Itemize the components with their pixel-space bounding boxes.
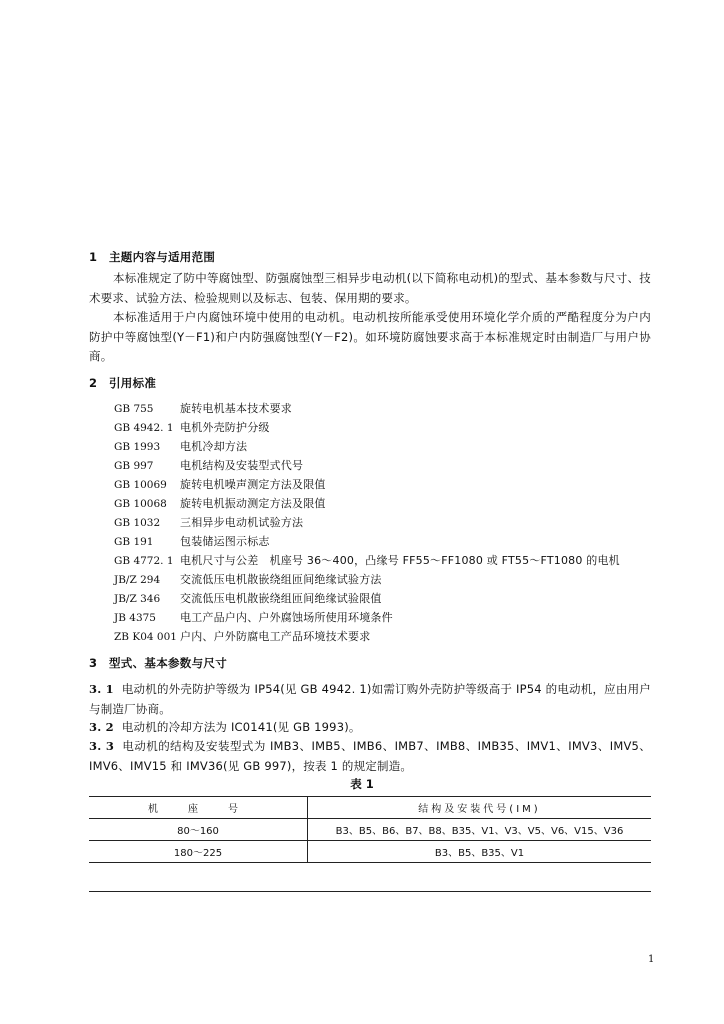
section-number: 3 [89,656,98,670]
reference-code: GB 4772. 1 [114,555,174,567]
table-row [89,819,651,841]
section-heading-2 [89,375,156,391]
reference-item [114,494,620,513]
clause-number: 3. 3 [89,739,115,753]
reference-item [114,570,620,589]
table-cell-frame: 80～160 [89,819,308,841]
reference-item [114,608,620,627]
table-bottom-rule [89,863,651,892]
table-cell-frame: 180～225 [89,841,308,863]
reference-item [114,399,620,418]
table-header-im-code: 结构及安装代号(IM) [308,797,652,819]
clause-text: 电动机的外壳防护等级为 IP54(见 GB 4942. 1)如需订购外壳防护等级高于 IP54 的电动机，应由用户与制造厂协商。 [89,682,652,716]
reference-title: 旋转电机噪声测定方法及限值 [180,478,326,491]
section-title: 主题内容与适用范围 [109,250,216,264]
reference-title: 电机外壳防护分级 [180,421,270,434]
reference-item [114,589,620,608]
reference-code: ZB K04 001 [114,631,177,643]
paragraph-applicability: 本标准适用于户内腐蚀环境中使用的电动机。电动机按所能承受使用环境化学介质的严酷程度分为户内防护中等腐蚀型(Y－F1)和户内防强腐蚀型(Y－F2)。如环境防腐蚀要求高于本标准规定时由制造厂与用户协商。 [89,310,651,363]
reference-item [114,418,620,437]
clause-number: 3. 2 [89,720,114,734]
clause-number: 3. 1 [89,682,114,696]
reference-code: JB/Z 294 [114,574,161,586]
table-row [89,841,651,863]
table-caption: 表 1 [350,777,374,791]
reference-title: 电机尺寸与公差 机座号 36～400，凸缘号 FF55～FF1080 或 FT55～FT1080 的电机 [180,554,620,567]
reference-title: 电工产品户内、户外腐蚀场所使用环境条件 [180,611,393,624]
section-title: 引用标准 [109,376,157,390]
reference-item [114,513,620,532]
reference-title: 电机结构及安装型式代号 [180,459,304,472]
clause-3-1 [89,680,651,719]
reference-code: GB 997 [114,460,154,472]
reference-item [114,456,620,475]
reference-item [114,475,620,494]
reference-title: 旋转电机振动测定方法及限值 [180,497,326,510]
reference-title: 包装储运图示标志 [180,535,270,548]
reference-code: GB 1032 [114,517,161,529]
reference-title: 旋转电机基本技术要求 [180,402,292,415]
reference-code: GB 191 [114,536,154,548]
section-number: 1 [89,250,98,264]
paragraph-scope: 本标准规定了防中等腐蚀型、防强腐蚀型三相异步电动机(以下简称电动机)的型式、基本参数与尺寸、技术要求、试验方法、检验规则以及标志、包装、保用期的要求。 [89,271,651,305]
table-cell-im-code: B3、B5、B35、V1 [308,841,652,863]
reference-code: GB 10068 [114,498,167,510]
reference-title: 三相异步电动机试验方法 [180,516,304,529]
section-number: 2 [89,376,98,390]
reference-item [114,627,620,646]
reference-item [114,532,620,551]
table-header-frame: 机 座 号 [89,797,308,819]
reference-code: GB 755 [114,403,154,415]
reference-code: GB 1993 [114,441,161,453]
section-heading-1 [89,249,215,265]
reference-code: GB 4942. 1 [114,422,174,434]
reference-code: JB 4375 [114,612,156,624]
reference-code: GB 10069 [114,479,167,491]
clause-text: 电动机的结构及安装型式为 IMB3、IMB5、IMB6、IMB7、IMB8、IMB35、IMV1、IMV3、IMV5、IMV6、IMV15 和 IMV36(见 GB 997)，按表 1 的规定制造。 [89,739,651,773]
reference-item [114,551,620,570]
clause-3-3 [89,737,651,776]
reference-code: JB/Z 346 [114,593,161,605]
reference-item [114,437,620,456]
reference-list [114,399,620,646]
table-1 [89,796,651,892]
reference-title: 户内、户外防腐电工产品环境技术要求 [180,630,371,643]
clause-text: 电动机的冷却方法为 IC0141(见 GB 1993)。 [121,720,361,734]
page-number: 1 [648,954,655,965]
reference-title: 交流低压电机散嵌绕组匝间绝缘试验限值 [180,592,382,605]
reference-title: 交流低压电机散嵌绕组匝间绝缘试验方法 [180,573,382,586]
clause-3-2 [89,718,651,738]
table-header-row [89,797,651,819]
section-heading-3 [89,655,227,671]
section-title: 型式、基本参数与尺寸 [109,656,227,670]
table-cell-im-code: B3、B5、B6、B7、B8、B35、V1、V3、V5、V6、V15、V36 [308,819,652,841]
reference-title: 电机冷却方法 [180,440,248,453]
